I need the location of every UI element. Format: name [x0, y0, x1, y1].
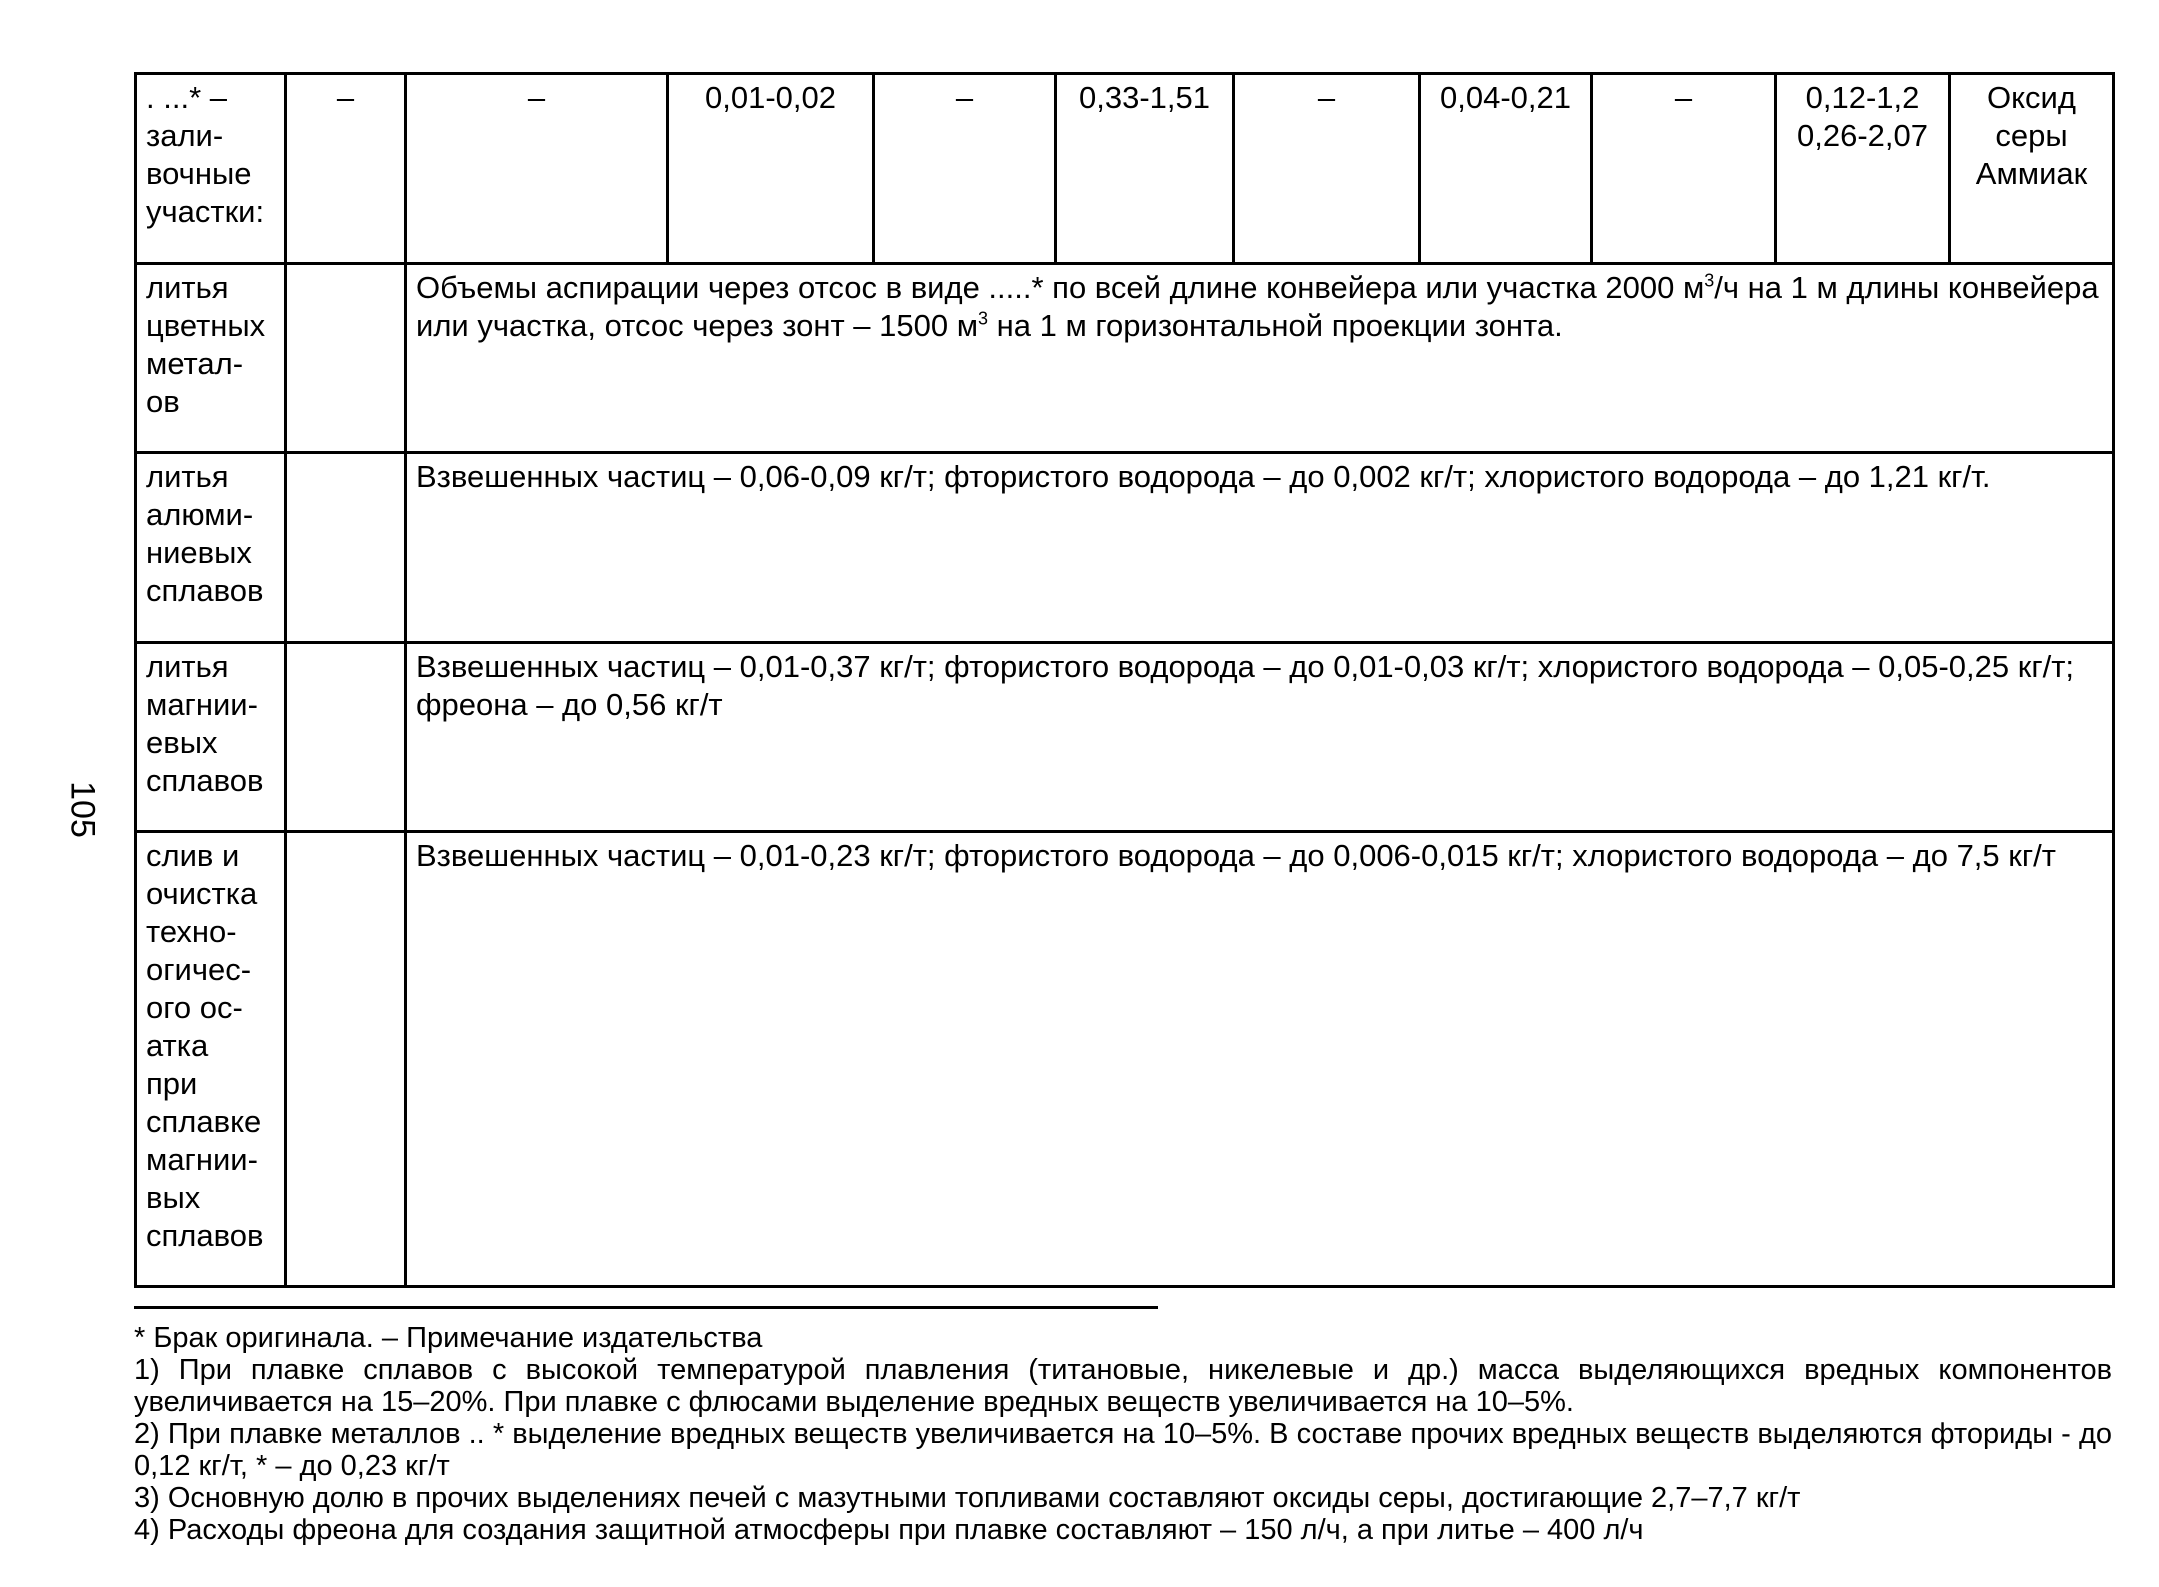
table-cell-empty	[286, 264, 406, 453]
table-cell: –	[286, 74, 406, 264]
table-row-magnesium-casting	[136, 643, 2114, 832]
table-cell-text: Объемы аспирации через отсос в виде .....* по всей длине конвейера или участка 2000 $м^3/ч$ на 1 м длины конвейера или участка, отсос через зонт – 1500 $м^3$ на 1 м горизонтальной проекции зонта.	[406, 264, 2114, 453]
footnote-item: * Брак оригинала. – Примечание издательства	[134, 1322, 763, 1354]
table-row-residue-draining	[136, 832, 2114, 1287]
table-cell-text: Взвешенных частиц – 0,01-0,23 кг/т; фтористого водорода – до 0,006-0,015 кг/т; хлористого водорода – до 7,5 кг/т	[406, 832, 2114, 1287]
footnotes	[134, 1322, 2112, 1546]
emissions-table	[134, 72, 2115, 1288]
table-cell: –	[1234, 74, 1420, 264]
row-label: слив и очистка техно- огичес- ого ос- атка при сплавке магнии- вых сплавов	[136, 832, 286, 1287]
table-cell-text: Взвешенных частиц – 0,01-0,37 кг/т; фтористого водорода – до 0,01-0,03 кг/т; хлористого водорода – 0,05-0,25 кг/т; фреона – до 0,56 кг/т	[406, 643, 2114, 832]
table-cell-empty	[286, 832, 406, 1287]
footnote-item: 2) При плавке металлов .. * выделение вредных веществ увеличивается на 10–5%. В составе прочих вредных веществ выделяются фториды - до 0,12 кг/т, * – до 0,23 кг/т	[134, 1418, 2112, 1482]
table-cell: 0,01-0,02	[668, 74, 874, 264]
footnote-item: 1) При плавке сплавов с высокой температурой плавления (титановые, никелевые и др.) масса выделяющихся вредных компонентов увеличивается на 15–20%. При плавке с флюсами выделение вредных веществ увеличивается на 10–5%.	[134, 1354, 2112, 1418]
table-row-aluminum-casting	[136, 453, 2114, 643]
row-label: литья цветных метал- ов	[136, 264, 286, 453]
footnote-item: 4) Расходы фреона для создания защитной атмосферы при плавке составляют – 150 л/ч, а при литье – 400 л/ч	[134, 1514, 1644, 1546]
table-cell: –	[874, 74, 1056, 264]
table-cell-empty	[286, 643, 406, 832]
table-row-pouring-sections	[136, 74, 2114, 264]
table-cell: 0,04-0,21	[1420, 74, 1592, 264]
table-cell-substances: Оксид серы Аммиак	[1950, 74, 2114, 264]
footnote-item: 3) Основную долю в прочих выделениях печей с мазутными топливами составляют оксиды серы, достигающие 2,7–7,7 кг/т	[134, 1482, 1801, 1514]
table-cell: –	[406, 74, 668, 264]
table-cell: 0,33-1,51	[1056, 74, 1234, 264]
footnote-divider	[134, 1306, 1158, 1309]
table-cell: –	[1592, 74, 1776, 264]
table-cell-values: 0,12-1,2 0,26-2,07	[1776, 74, 1950, 264]
row-label: . ...* – зали- вочные участки:	[136, 74, 286, 264]
row-label: литья алюми- ниевых сплавов	[136, 453, 286, 643]
table-cell-empty	[286, 453, 406, 643]
page-number: 105	[63, 781, 102, 838]
row-label: литья магнии- евых сплавов	[136, 643, 286, 832]
table-row-nonferrous-casting	[136, 264, 2114, 453]
table-cell-text: Взвешенных частиц – 0,06-0,09 кг/т; фтористого водорода – до 0,002 кг/т; хлористого водорода – до 1,21 кг/т.	[406, 453, 2114, 643]
